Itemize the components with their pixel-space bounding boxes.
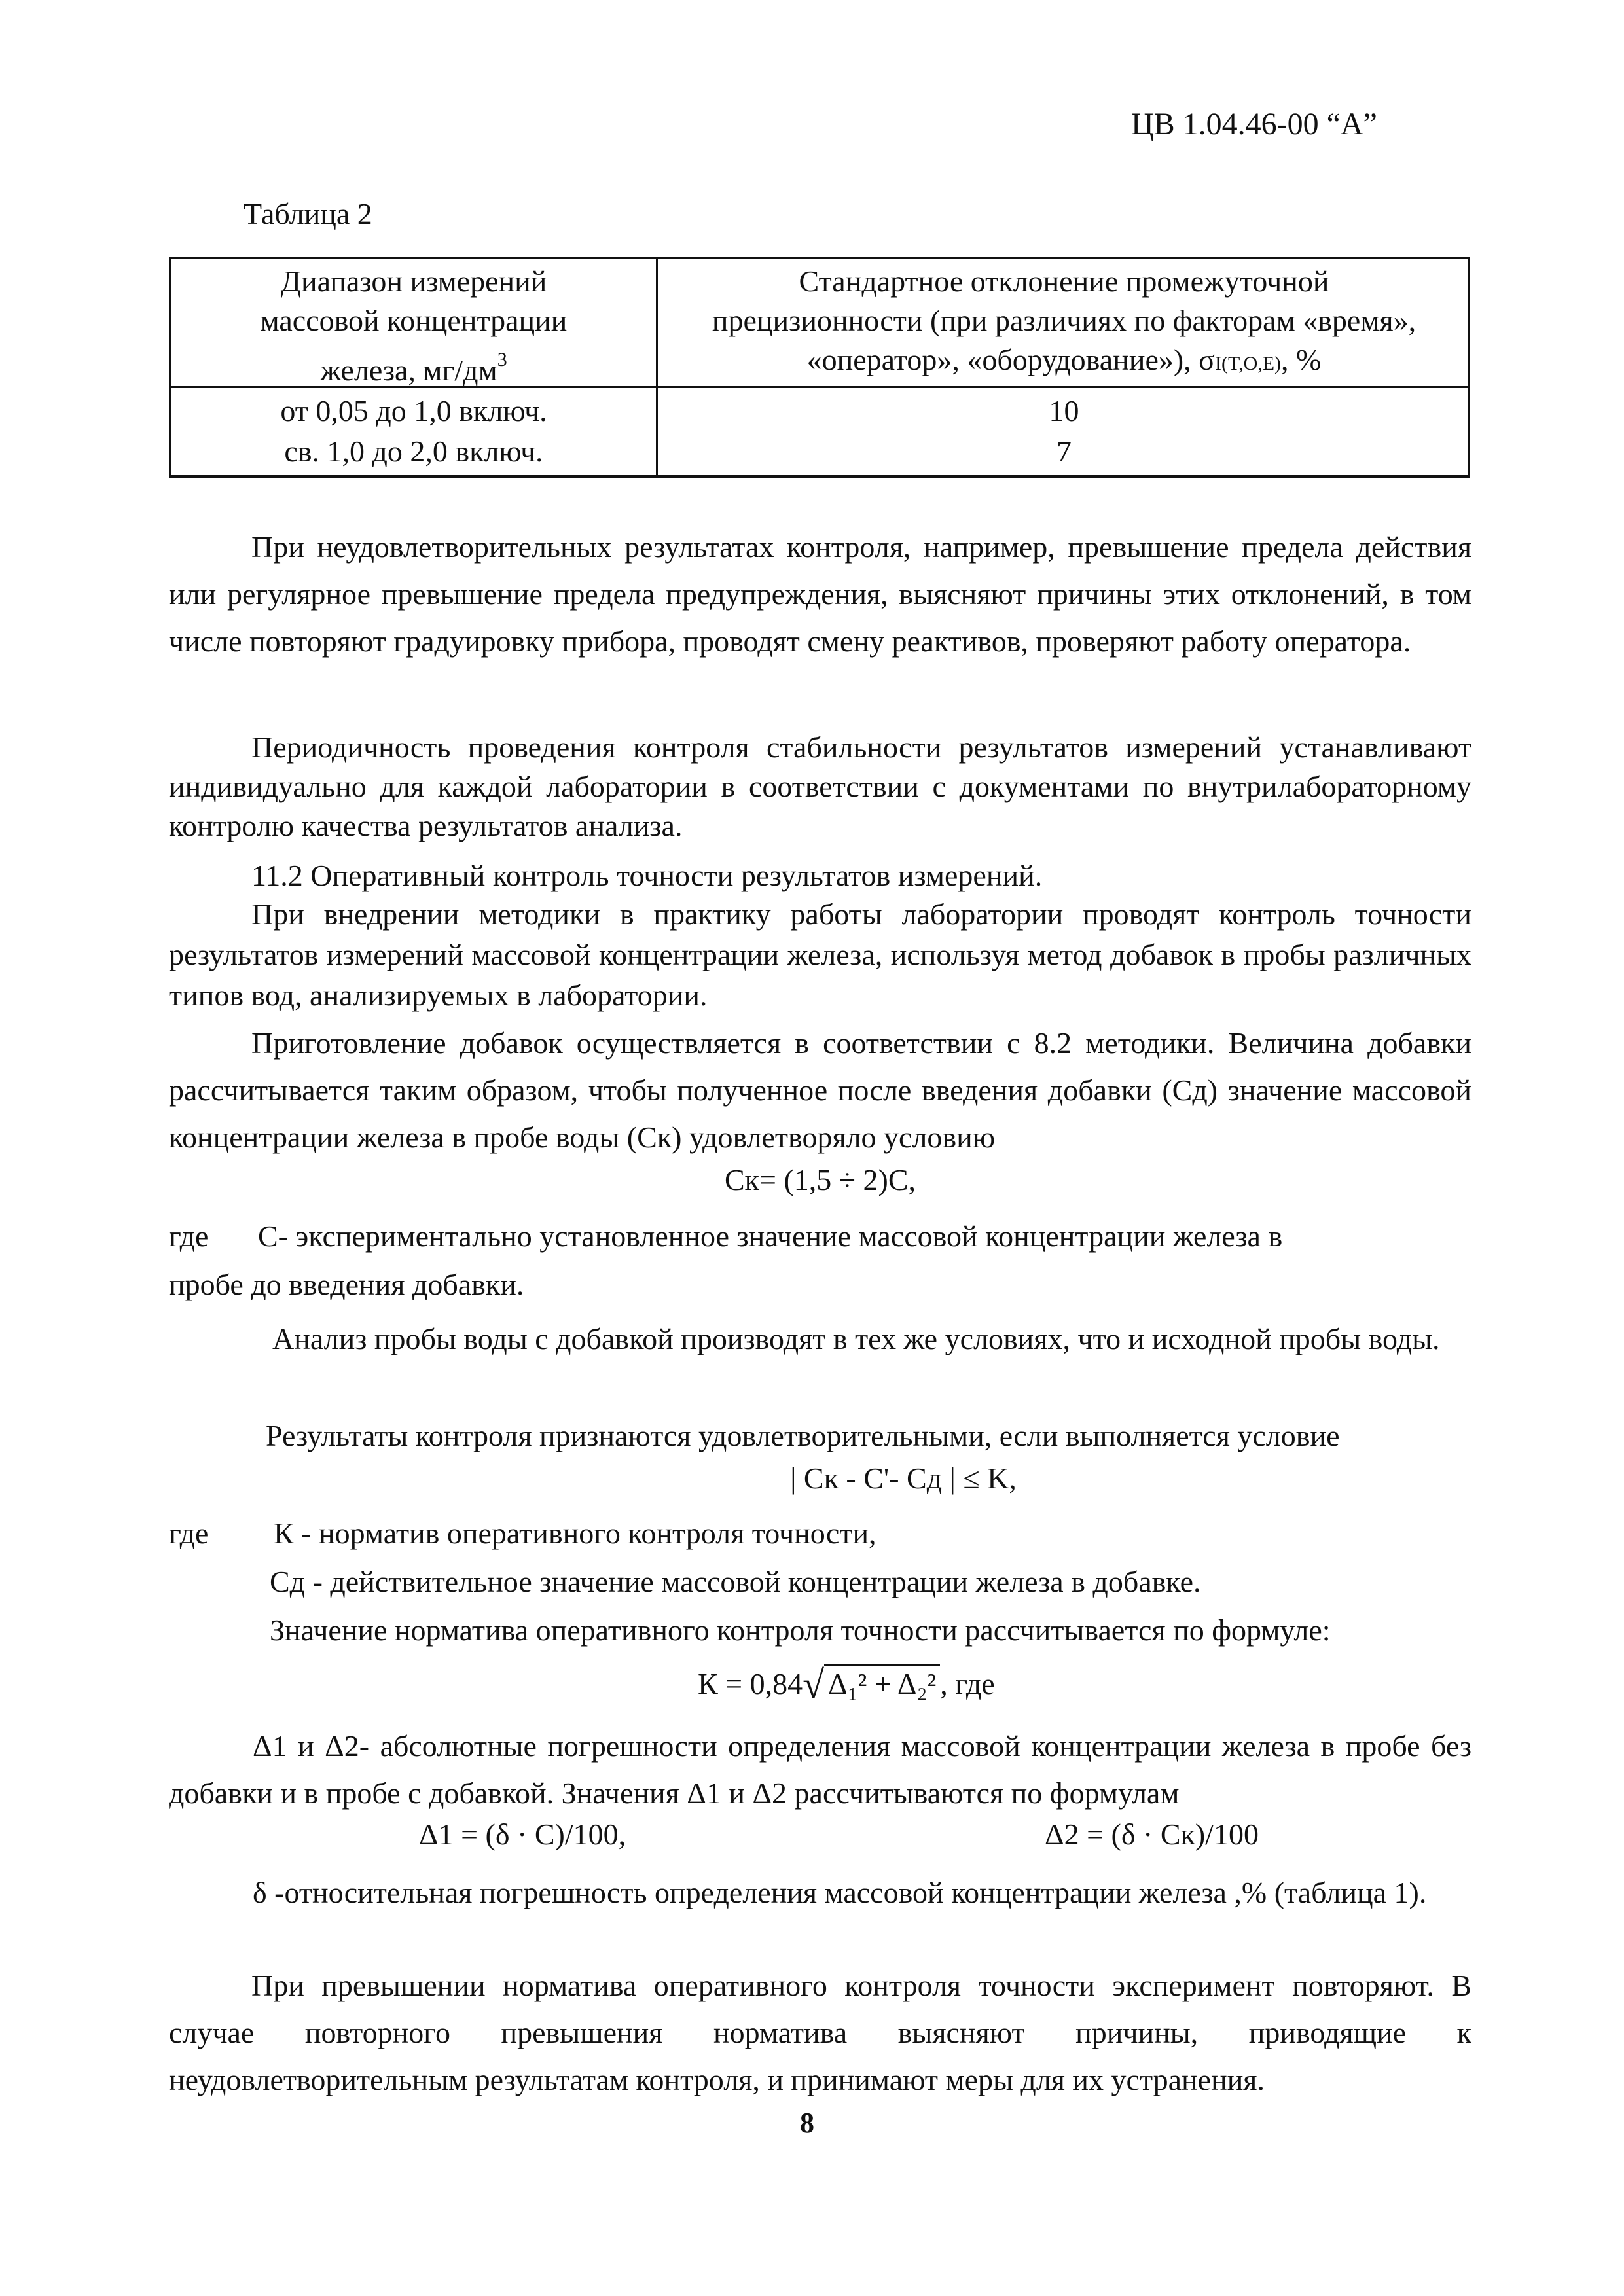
paragraph-results-criteria: Результаты контроля признаются удовлетворительными, если выполняется условие bbox=[266, 1419, 1340, 1452]
table-row-value: 10 bbox=[1049, 394, 1079, 427]
paragraph-absolute-errors: Δ1 и Δ2- абсолютные погрешности определения массовой концентрации железа в пробе без добавки и в пробе с добавкой. Значения Δ1 и Δ2 рассчитываются по формулам bbox=[169, 1729, 1471, 1810]
table-caption: Таблица 2 bbox=[244, 197, 372, 230]
section-heading-11-2: 11.2 Оперативный контроль точности результатов измерений. bbox=[251, 859, 1043, 892]
sqrt-icon: √ bbox=[803, 1663, 825, 1706]
paragraph-relative-error: δ -относительная погрешность определения массовой концентрации железа ,% (таблица 1). bbox=[253, 1876, 1427, 1909]
paragraph-analysis: Анализ пробы воды с добавкой производят в тех же условиях, что и исходной пробы воды. bbox=[272, 1322, 1440, 1355]
table-header-range: Диапазон измерений массовой концентрации железа, $мг/дм^3$ bbox=[260, 264, 568, 387]
page-number: 8 bbox=[800, 2107, 814, 2139]
where-definition-k: К - норматив оперативного контроля точности, bbox=[274, 1516, 876, 1550]
formula-delta2: Δ2 = (δ · Ск)/100 bbox=[1045, 1818, 1259, 1851]
formula-condition: | Ск - С'- Сд | ≤ K, bbox=[790, 1462, 1017, 1495]
table-row-value: 7 bbox=[1056, 435, 1072, 468]
paragraph-additives: Приготовление добавок осуществляется в соответствии с 8.2 методики. Величина добавки рассчитывается таким образом, чтобы полученное после введения добавки (Сд) значение массовой концентрации железа в пробе воды (Ск) удовлетворяло условию bbox=[169, 1026, 1471, 1154]
where-definition-cd: Сд - действительное значение массовой концентрации железа в добавке. bbox=[270, 1565, 1201, 1598]
data-table bbox=[169, 257, 1470, 478]
paragraph-formula-intro: Значение норматива оперативного контроля точности рассчитывается по формуле: bbox=[270, 1613, 1331, 1647]
paragraph-unsatisfactory-results: При неудовлетворительных результатах контроля, например, превышение предела действия или регулярное превышение предела предупреждения, выясняют причины этих отклонений, в том числе повторяют градуировку прибора, проводят смену реактивов, проверяют работу оператора. bbox=[169, 530, 1471, 658]
where-label: где bbox=[169, 1516, 209, 1550]
paragraph-implementation: При внедрении методики в практику работы лаборатории проводят контроль точности результатов измерений массовой концентрации железа, используя метод добавок в пробы различных типов вод, анализируемых в лаборатории. bbox=[169, 897, 1471, 1012]
document-code: ЦВ 1.04.46-00 “А” bbox=[1131, 107, 1377, 141]
paragraph-periodicity: Периодичность проведения контроля стабильности результатов измерений устанавливают индивидуально для каждой лаборатории в соответствии с документами по внутрилабораторному контролю качества результатов анализа. bbox=[169, 730, 1471, 842]
formula-delta1: Δ1 = (δ · С)/100, bbox=[419, 1818, 626, 1851]
formula-ck: Ск= (1,5 ÷ 2)С, bbox=[724, 1163, 916, 1196]
where-label: где bbox=[169, 1219, 209, 1253]
formula-k: К = 0,84√ Δ₁² + Δ₂² , где bbox=[698, 1663, 995, 1706]
where-definition-c: С- экспериментально установленное значение массовой концентрации железа в bbox=[258, 1219, 1283, 1253]
paragraph-exceeding: При превышении норматива оперативного контроля точности эксперимент повторяют. В случае повторного превышения норматива выясняют причины, приводящие к неудовлетворительным результатам контроля, и принимают меры для их устранения. bbox=[169, 1969, 1471, 2096]
table-row-range: св. 1,0 до 2,0 включ. bbox=[284, 435, 543, 468]
table-header-deviation: Стандартное отклонение промежуточной прецизионности (при различиях по факторам «время», «оператор», «оборудование»), σI(T,O,E), % bbox=[712, 264, 1416, 376]
where-definition-c-cont: пробе до введения добавки. bbox=[169, 1268, 524, 1301]
table-row-range: от 0,05 до 1,0 включ. bbox=[280, 394, 547, 427]
